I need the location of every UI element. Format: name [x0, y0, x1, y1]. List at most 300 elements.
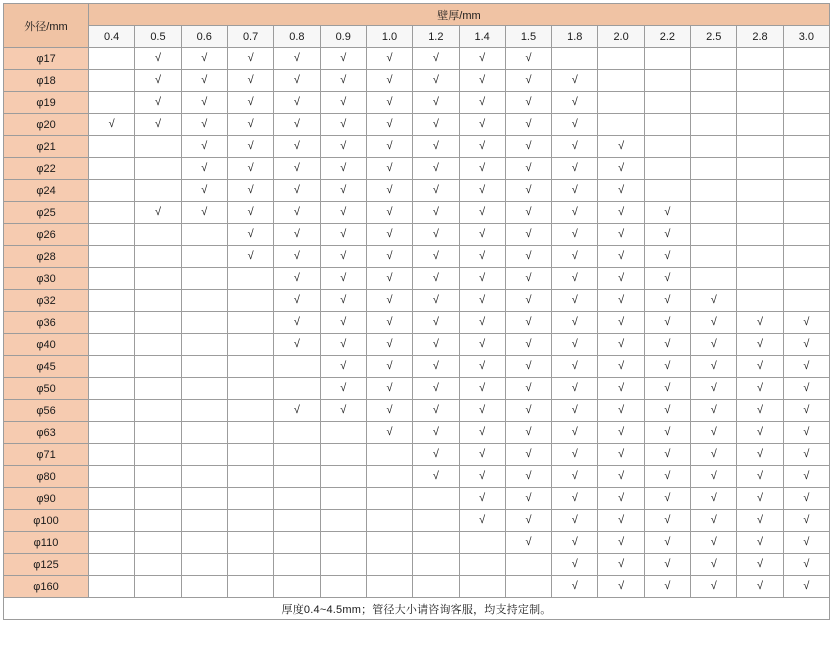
availability-cell-marked: √: [691, 378, 737, 400]
availability-cell-empty: [691, 246, 737, 268]
availability-cell-marked: √: [227, 202, 273, 224]
availability-cell-marked: √: [320, 158, 366, 180]
availability-cell-marked: √: [691, 510, 737, 532]
availability-cell-marked: √: [737, 554, 783, 576]
availability-cell-marked: √: [737, 532, 783, 554]
availability-cell-marked: √: [737, 378, 783, 400]
availability-cell-empty: [135, 334, 181, 356]
availability-cell-marked: √: [320, 224, 366, 246]
column-header-2.8: 2.8: [737, 26, 783, 48]
row-header-0: φ17: [4, 48, 89, 70]
availability-cell-marked: √: [505, 290, 551, 312]
availability-cell-empty: [691, 224, 737, 246]
row-header-15: φ50: [4, 378, 89, 400]
availability-cell-empty: [181, 444, 227, 466]
availability-cell-empty: [89, 202, 135, 224]
row-header-1: φ18: [4, 70, 89, 92]
availability-cell-empty: [783, 246, 829, 268]
availability-cell-marked: √: [413, 114, 459, 136]
availability-cell-marked: √: [783, 554, 829, 576]
availability-cell-empty: [783, 136, 829, 158]
availability-cell-marked: √: [181, 114, 227, 136]
availability-cell-marked: √: [227, 114, 273, 136]
table-row: [4, 378, 830, 400]
table-row: [4, 532, 830, 554]
availability-cell-empty: [227, 400, 273, 422]
availability-cell-marked: √: [552, 400, 598, 422]
availability-cell-marked: √: [644, 554, 690, 576]
availability-cell-marked: √: [598, 532, 644, 554]
availability-cell-marked: √: [413, 422, 459, 444]
availability-cell-marked: √: [505, 356, 551, 378]
availability-cell-empty: [135, 400, 181, 422]
availability-cell-marked: √: [691, 400, 737, 422]
availability-cell-empty: [227, 378, 273, 400]
availability-cell-marked: √: [598, 400, 644, 422]
availability-cell-marked: √: [459, 70, 505, 92]
header-row-columns: [4, 26, 830, 48]
availability-cell-marked: √: [320, 114, 366, 136]
availability-cell-marked: √: [320, 202, 366, 224]
table-row: [4, 114, 830, 136]
availability-cell-marked: √: [227, 246, 273, 268]
table-row: [4, 312, 830, 334]
availability-cell-marked: √: [598, 488, 644, 510]
availability-cell-empty: [135, 246, 181, 268]
availability-cell-marked: √: [181, 158, 227, 180]
availability-cell-marked: √: [505, 136, 551, 158]
column-header-1.5: 1.5: [505, 26, 551, 48]
availability-cell-marked: √: [783, 422, 829, 444]
availability-cell-marked: √: [413, 466, 459, 488]
availability-cell-empty: [737, 224, 783, 246]
availability-cell-marked: √: [691, 356, 737, 378]
footer-note: 厚度0.4~4.5mm；管径大小请咨询客服，均支持定制。: [4, 598, 830, 620]
table-body: [4, 48, 830, 598]
availability-cell-marked: √: [505, 202, 551, 224]
availability-cell-marked: √: [413, 92, 459, 114]
availability-cell-empty: [737, 158, 783, 180]
availability-cell-empty: [737, 202, 783, 224]
availability-cell-marked: √: [320, 290, 366, 312]
availability-cell-marked: √: [552, 70, 598, 92]
availability-cell-empty: [89, 290, 135, 312]
availability-cell-empty: [691, 48, 737, 70]
availability-cell-marked: √: [598, 180, 644, 202]
availability-cell-empty: [320, 554, 366, 576]
table-row: [4, 158, 830, 180]
availability-cell-marked: √: [552, 312, 598, 334]
availability-cell-marked: √: [459, 224, 505, 246]
availability-cell-marked: √: [89, 114, 135, 136]
availability-cell-marked: √: [737, 510, 783, 532]
availability-cell-marked: √: [783, 510, 829, 532]
availability-cell-empty: [737, 114, 783, 136]
availability-cell-marked: √: [552, 246, 598, 268]
availability-cell-marked: √: [691, 466, 737, 488]
availability-cell-marked: √: [644, 224, 690, 246]
availability-cell-empty: [227, 510, 273, 532]
availability-cell-marked: √: [366, 312, 412, 334]
availability-cell-empty: [135, 136, 181, 158]
availability-cell-empty: [135, 158, 181, 180]
availability-cell-marked: √: [691, 444, 737, 466]
availability-cell-marked: √: [737, 312, 783, 334]
availability-cell-empty: [459, 554, 505, 576]
availability-cell-marked: √: [459, 444, 505, 466]
availability-cell-marked: √: [644, 488, 690, 510]
availability-cell-marked: √: [320, 400, 366, 422]
availability-cell-empty: [459, 576, 505, 598]
availability-cell-marked: √: [274, 92, 320, 114]
availability-cell-empty: [737, 290, 783, 312]
availability-cell-marked: √: [552, 224, 598, 246]
availability-cell-empty: [366, 554, 412, 576]
availability-cell-empty: [181, 224, 227, 246]
availability-cell-empty: [366, 466, 412, 488]
column-header-1.8: 1.8: [552, 26, 598, 48]
table-row: [4, 510, 830, 532]
availability-cell-empty: [366, 510, 412, 532]
availability-cell-marked: √: [459, 378, 505, 400]
availability-cell-empty: [181, 312, 227, 334]
availability-cell-marked: √: [598, 510, 644, 532]
availability-cell-marked: √: [552, 466, 598, 488]
availability-cell-empty: [413, 488, 459, 510]
availability-cell-marked: √: [552, 576, 598, 598]
footer-row: [4, 598, 830, 620]
availability-cell-marked: √: [644, 312, 690, 334]
availability-cell-marked: √: [691, 290, 737, 312]
availability-cell-empty: [737, 268, 783, 290]
availability-cell-marked: √: [598, 554, 644, 576]
row-header-18: φ71: [4, 444, 89, 466]
availability-cell-marked: √: [644, 400, 690, 422]
availability-cell-marked: √: [552, 378, 598, 400]
availability-cell-marked: √: [783, 400, 829, 422]
availability-cell-marked: √: [227, 180, 273, 202]
availability-cell-marked: √: [783, 356, 829, 378]
column-header-3.0: 3.0: [783, 26, 829, 48]
availability-cell-marked: √: [644, 268, 690, 290]
availability-cell-marked: √: [274, 114, 320, 136]
availability-cell-empty: [366, 488, 412, 510]
availability-cell-empty: [644, 70, 690, 92]
row-header-22: φ110: [4, 532, 89, 554]
availability-cell-empty: [181, 532, 227, 554]
availability-cell-empty: [783, 202, 829, 224]
availability-cell-marked: √: [505, 334, 551, 356]
availability-cell-empty: [135, 180, 181, 202]
availability-cell-empty: [644, 158, 690, 180]
availability-cell-marked: √: [181, 180, 227, 202]
availability-cell-marked: √: [181, 92, 227, 114]
availability-cell-marked: √: [320, 180, 366, 202]
availability-cell-marked: √: [505, 510, 551, 532]
availability-cell-marked: √: [505, 246, 551, 268]
availability-cell-marked: √: [135, 114, 181, 136]
availability-cell-empty: [89, 532, 135, 554]
availability-cell-empty: [413, 554, 459, 576]
availability-cell-empty: [598, 70, 644, 92]
availability-cell-marked: √: [274, 136, 320, 158]
table-row: [4, 224, 830, 246]
availability-cell-marked: √: [320, 246, 366, 268]
availability-cell-marked: √: [227, 158, 273, 180]
availability-cell-marked: √: [135, 92, 181, 114]
availability-cell-marked: √: [552, 180, 598, 202]
availability-cell-marked: √: [227, 48, 273, 70]
availability-cell-empty: [89, 488, 135, 510]
availability-cell-marked: √: [274, 48, 320, 70]
row-header-10: φ30: [4, 268, 89, 290]
availability-cell-marked: √: [413, 224, 459, 246]
wall-thickness-header: 壁厚/mm: [89, 4, 830, 26]
availability-cell-marked: √: [181, 202, 227, 224]
availability-cell-marked: √: [505, 400, 551, 422]
table-row: [4, 136, 830, 158]
availability-cell-empty: [227, 466, 273, 488]
availability-cell-marked: √: [691, 532, 737, 554]
availability-cell-marked: √: [366, 378, 412, 400]
row-header-9: φ28: [4, 246, 89, 268]
availability-cell-marked: √: [413, 356, 459, 378]
table-row: [4, 356, 830, 378]
availability-cell-marked: √: [598, 290, 644, 312]
availability-cell-marked: √: [459, 136, 505, 158]
availability-cell-empty: [783, 114, 829, 136]
availability-cell-marked: √: [366, 246, 412, 268]
availability-cell-empty: [181, 246, 227, 268]
availability-cell-marked: √: [644, 466, 690, 488]
availability-cell-marked: √: [227, 136, 273, 158]
availability-cell-empty: [505, 576, 551, 598]
table-row: [4, 290, 830, 312]
column-header-2.2: 2.2: [644, 26, 690, 48]
availability-cell-marked: √: [737, 334, 783, 356]
availability-cell-empty: [274, 378, 320, 400]
row-header-4: φ21: [4, 136, 89, 158]
availability-cell-marked: √: [552, 334, 598, 356]
table-footer: [4, 598, 830, 620]
availability-cell-empty: [691, 180, 737, 202]
availability-cell-marked: √: [552, 202, 598, 224]
availability-cell-empty: [181, 466, 227, 488]
availability-cell-marked: √: [366, 136, 412, 158]
availability-cell-empty: [181, 334, 227, 356]
availability-cell-marked: √: [459, 422, 505, 444]
availability-cell-marked: √: [413, 290, 459, 312]
availability-cell-marked: √: [459, 356, 505, 378]
table-row: [4, 422, 830, 444]
availability-cell-empty: [227, 444, 273, 466]
availability-cell-marked: √: [366, 70, 412, 92]
availability-cell-marked: √: [598, 576, 644, 598]
availability-cell-empty: [320, 444, 366, 466]
availability-cell-marked: √: [783, 466, 829, 488]
availability-cell-marked: √: [413, 444, 459, 466]
availability-cell-marked: √: [366, 92, 412, 114]
availability-cell-marked: √: [413, 158, 459, 180]
availability-cell-marked: √: [459, 114, 505, 136]
availability-cell-empty: [783, 290, 829, 312]
availability-cell-marked: √: [552, 136, 598, 158]
availability-cell-marked: √: [737, 488, 783, 510]
availability-cell-marked: √: [552, 92, 598, 114]
availability-cell-empty: [691, 70, 737, 92]
availability-cell-marked: √: [737, 444, 783, 466]
availability-cell-marked: √: [135, 202, 181, 224]
column-header-1.0: 1.0: [366, 26, 412, 48]
availability-cell-empty: [227, 422, 273, 444]
availability-cell-empty: [181, 378, 227, 400]
availability-cell-empty: [783, 92, 829, 114]
availability-cell-marked: √: [552, 554, 598, 576]
availability-cell-marked: √: [783, 576, 829, 598]
availability-cell-empty: [644, 136, 690, 158]
availability-cell-marked: √: [691, 554, 737, 576]
row-header-11: φ32: [4, 290, 89, 312]
availability-cell-marked: √: [505, 444, 551, 466]
table-row: [4, 48, 830, 70]
availability-cell-empty: [135, 422, 181, 444]
availability-cell-marked: √: [552, 356, 598, 378]
availability-cell-empty: [181, 554, 227, 576]
availability-cell-marked: √: [691, 422, 737, 444]
availability-cell-marked: √: [135, 48, 181, 70]
availability-cell-marked: √: [644, 334, 690, 356]
availability-cell-marked: √: [413, 48, 459, 70]
availability-cell-empty: [552, 48, 598, 70]
availability-cell-marked: √: [598, 158, 644, 180]
table-row: [4, 70, 830, 92]
availability-cell-marked: √: [552, 532, 598, 554]
availability-cell-empty: [227, 554, 273, 576]
row-header-6: φ24: [4, 180, 89, 202]
availability-cell-empty: [737, 246, 783, 268]
column-header-0.8: 0.8: [274, 26, 320, 48]
table-row: [4, 576, 830, 598]
availability-cell-empty: [644, 92, 690, 114]
column-header-0.6: 0.6: [181, 26, 227, 48]
availability-cell-empty: [691, 202, 737, 224]
availability-cell-empty: [737, 136, 783, 158]
availability-cell-marked: √: [413, 334, 459, 356]
availability-cell-empty: [135, 268, 181, 290]
availability-cell-empty: [89, 92, 135, 114]
availability-cell-marked: √: [505, 268, 551, 290]
availability-cell-marked: √: [459, 202, 505, 224]
availability-cell-marked: √: [505, 532, 551, 554]
availability-cell-empty: [274, 444, 320, 466]
availability-cell-empty: [135, 312, 181, 334]
row-header-17: φ63: [4, 422, 89, 444]
availability-cell-empty: [644, 180, 690, 202]
availability-cell-empty: [89, 444, 135, 466]
availability-cell-empty: [783, 70, 829, 92]
availability-cell-empty: [89, 422, 135, 444]
availability-cell-marked: √: [691, 312, 737, 334]
availability-cell-marked: √: [783, 312, 829, 334]
availability-cell-marked: √: [320, 92, 366, 114]
availability-cell-marked: √: [366, 400, 412, 422]
availability-cell-marked: √: [783, 334, 829, 356]
availability-cell-empty: [227, 290, 273, 312]
availability-cell-marked: √: [366, 224, 412, 246]
availability-cell-marked: √: [274, 180, 320, 202]
row-header-24: φ160: [4, 576, 89, 598]
availability-cell-marked: √: [552, 114, 598, 136]
row-header-12: φ36: [4, 312, 89, 334]
availability-cell-marked: √: [320, 268, 366, 290]
availability-cell-marked: √: [505, 378, 551, 400]
availability-cell-marked: √: [459, 246, 505, 268]
availability-cell-empty: [320, 576, 366, 598]
availability-cell-marked: √: [320, 136, 366, 158]
availability-cell-empty: [274, 488, 320, 510]
availability-cell-empty: [413, 510, 459, 532]
availability-cell-empty: [505, 554, 551, 576]
availability-cell-empty: [274, 554, 320, 576]
availability-cell-marked: √: [274, 70, 320, 92]
availability-cell-empty: [644, 48, 690, 70]
availability-cell-marked: √: [320, 334, 366, 356]
availability-cell-marked: √: [737, 356, 783, 378]
availability-cell-marked: √: [459, 400, 505, 422]
availability-cell-marked: √: [413, 378, 459, 400]
availability-cell-empty: [89, 158, 135, 180]
availability-cell-empty: [89, 510, 135, 532]
availability-cell-empty: [320, 422, 366, 444]
availability-cell-marked: √: [691, 488, 737, 510]
availability-cell-empty: [783, 158, 829, 180]
availability-cell-marked: √: [598, 422, 644, 444]
availability-cell-empty: [320, 532, 366, 554]
availability-cell-marked: √: [598, 136, 644, 158]
availability-cell-empty: [89, 576, 135, 598]
availability-cell-empty: [227, 356, 273, 378]
column-header-0.7: 0.7: [227, 26, 273, 48]
availability-cell-marked: √: [274, 158, 320, 180]
availability-cell-marked: √: [644, 444, 690, 466]
availability-cell-marked: √: [274, 246, 320, 268]
availability-cell-marked: √: [320, 48, 366, 70]
availability-cell-empty: [135, 356, 181, 378]
availability-cell-marked: √: [505, 488, 551, 510]
availability-cell-marked: √: [366, 422, 412, 444]
availability-cell-empty: [89, 466, 135, 488]
availability-cell-marked: √: [366, 202, 412, 224]
availability-cell-marked: √: [737, 422, 783, 444]
availability-cell-empty: [783, 268, 829, 290]
availability-cell-marked: √: [644, 202, 690, 224]
availability-cell-marked: √: [320, 312, 366, 334]
availability-cell-empty: [135, 466, 181, 488]
availability-cell-empty: [783, 180, 829, 202]
availability-cell-empty: [135, 576, 181, 598]
availability-cell-marked: √: [274, 224, 320, 246]
availability-cell-empty: [135, 290, 181, 312]
table-row: [4, 334, 830, 356]
row-header-7: φ25: [4, 202, 89, 224]
availability-cell-marked: √: [274, 312, 320, 334]
availability-cell-marked: √: [505, 224, 551, 246]
row-header-21: φ100: [4, 510, 89, 532]
availability-cell-marked: √: [505, 466, 551, 488]
availability-cell-marked: √: [459, 158, 505, 180]
availability-cell-marked: √: [505, 312, 551, 334]
availability-cell-empty: [89, 312, 135, 334]
